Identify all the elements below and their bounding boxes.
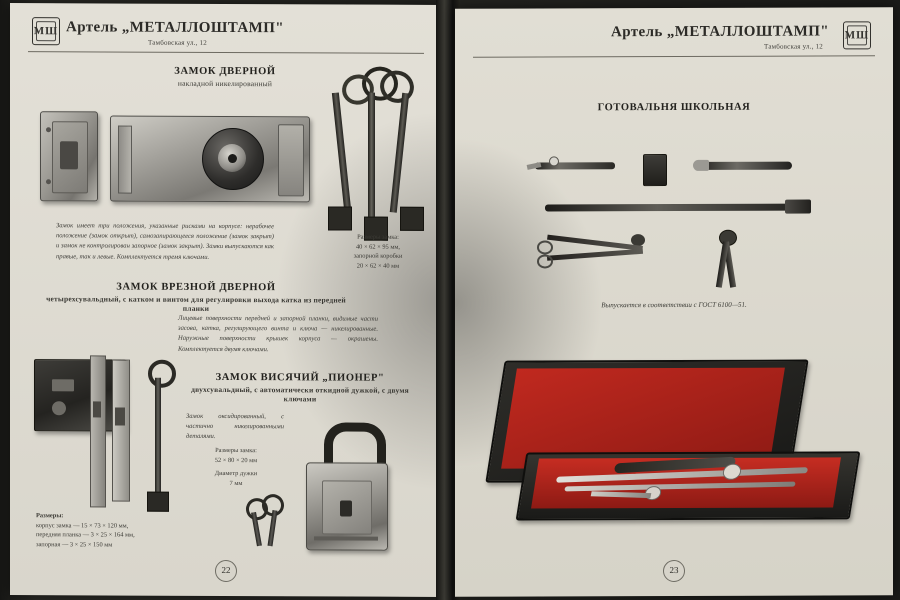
logo-letters: МШ — [33, 25, 59, 38]
dimensions-label-3: Размеры замка: — [215, 446, 257, 455]
photo-instruments-loose — [515, 147, 835, 288]
photo-face-plates — [90, 355, 134, 505]
section-title-3-wrap — [180, 372, 420, 404]
dimensions-value-1a: 40 × 62 × 95 мм, — [355, 243, 401, 251]
standard-note: Выпускается в соответствии с ГОСТ 6100—51. — [601, 300, 747, 310]
photo-strike-plate — [40, 111, 98, 201]
photo-keys-three — [320, 66, 435, 227]
section-title-door-lock: ЗАМОК ДВЕРНОЙ — [174, 65, 276, 78]
logo-letters-right: МШ — [844, 29, 870, 42]
right-page-header — [473, 21, 875, 58]
photo-padlock — [298, 422, 394, 552]
section-title-2-wrap — [46, 281, 346, 313]
photo-instrument-case — [495, 359, 865, 532]
company-address: Тамбовская ул., 12 — [148, 38, 207, 47]
dimensions-padlock — [188, 446, 284, 489]
dimensions-value-2c: запорная — 3 × 25 × 150 мм — [36, 540, 113, 549]
company-logo-icon — [32, 17, 60, 45]
left-page-number-wrap — [10, 559, 442, 583]
left-page-header — [28, 17, 424, 55]
section-subtitle-door-lock: накладной никелированный — [177, 78, 273, 89]
section-title-1-wrap — [100, 65, 350, 88]
dimensions-value-3b: Диаметр дужки — [214, 470, 258, 478]
photo-rim-lock — [110, 115, 310, 202]
company-logo-icon-right — [843, 21, 871, 49]
dimensions-value-1b: запорной коробки — [353, 252, 403, 260]
dimensions-value-2a: корпус замка — 15 × 73 × 120 мм, — [36, 521, 129, 530]
photo-long-key — [142, 360, 172, 510]
section-title-padlock: ЗАМОК ВИСЯЧИЙ „ПИОНЕР" — [215, 371, 385, 384]
company-name: Артель „МЕТАЛЛОШТАМП" — [66, 19, 284, 37]
photo-keys-two — [246, 494, 306, 554]
page-number-right: 23 — [663, 560, 685, 582]
company-address-right: Тамбовская ул., 12 — [764, 42, 823, 51]
right-page-number-wrap — [455, 559, 893, 583]
description-padlock: Замок оксидированный, с частично никелированными деталями. — [186, 412, 284, 441]
dimensions-value-3a: 52 × 80 × 20 мм — [214, 456, 258, 464]
section-subtitle-mortise-lock: четырехсувальдный, с катком и винтом для регулировки выхода катка из передней планки — [46, 294, 346, 313]
page-number: 22 — [215, 560, 237, 582]
dimensions-value-3c: 7 мм — [229, 479, 243, 487]
dimensions-label-1: Размеры замка: — [357, 233, 399, 241]
header-divider — [28, 51, 424, 54]
section-title-mortise-lock: ЗАМОК ВРЕЗНОЙ ДВЕРНОЙ — [116, 281, 276, 294]
section-title-drawing-set: ГОТОВАЛЬНЯ ШКОЛЬНАЯ — [597, 101, 751, 114]
dimensions-mortise-lock — [36, 511, 216, 550]
dimensions-door-lock — [328, 232, 428, 271]
section-subtitle-padlock: двухсувальдный, с автоматически откидной дужкой, с двумя ключами — [191, 384, 409, 404]
left-page — [10, 3, 442, 597]
right-page — [455, 7, 893, 597]
company-name-right: Артель „МЕТАЛЛОШТАМП" — [611, 23, 829, 41]
dimensions-value-1c: 20 × 62 × 40 мм — [356, 262, 400, 270]
header-divider-right — [473, 55, 875, 57]
dimensions-value-2b: передняя планка — 3 × 25 × 164 мм, — [36, 531, 135, 539]
description-mortise-lock: Лицевые поверхности передней и запорной планки, видимые части засова, катка, регулирующего винта и ключа — никелированные. Наружные поверхности крышек корпуса — окрашены. Комплектуется двумя ключами. — [178, 314, 378, 353]
dimensions-label-2: Размеры: — [36, 512, 64, 520]
description-door-lock: Замок имеет три положения, указанные рисками на корпусе: нерабочее положение (замок открыт), самозапирающееся положение (замок закрыт) и замок не контролирован запорное (замок закрыт). Замки выпускаются как правые, так и левые. Комплектуется тремя ключами. — [56, 222, 274, 261]
